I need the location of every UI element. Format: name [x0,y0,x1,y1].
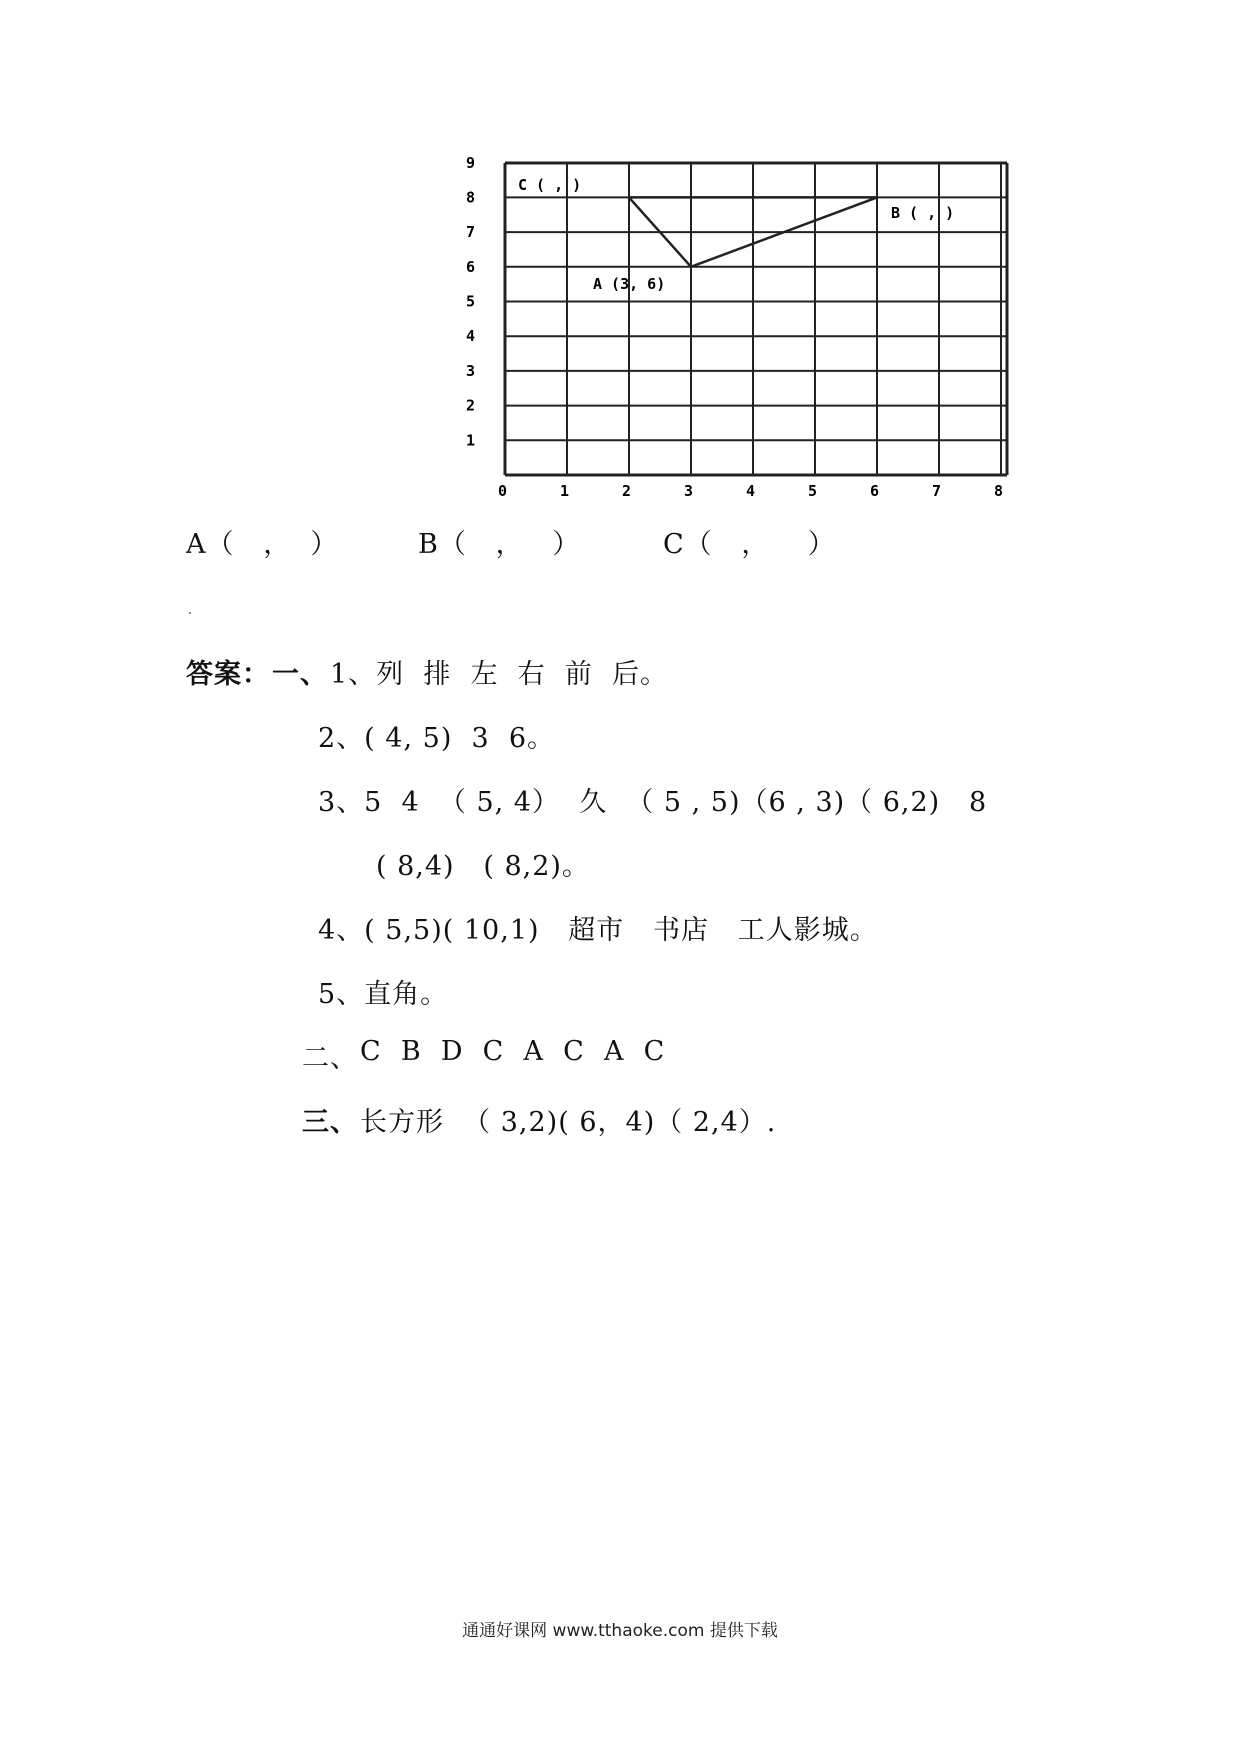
x-tick-label: 8 [994,482,1004,500]
point-a-label: A (3, 6) [593,275,666,293]
answer-section-3: 长方形 （ 3,2)( 6，4)（ 2,4）. [360,1107,777,1138]
section-2-label: 二、 [302,1043,358,1074]
x-tick-label: 7 [932,482,942,500]
answer-q3-line2: ( 8,4) ( 8,2)。 [376,851,590,882]
point-b-label: B ( , ) [891,204,955,222]
answers-title: 答案： [186,659,270,690]
section-3-label: 三、 [302,1107,358,1138]
y-tick-label: 5 [466,292,476,311]
y-axis-ticks [466,154,475,449]
y-tick-label: 9 [466,154,476,172]
x-tick-label: 6 [870,482,880,500]
answer-q1: 1、列 排 左 右 前 后。 [330,659,669,690]
y-tick-label: 6 [466,257,476,276]
x-tick-label: 4 [746,482,756,500]
answer-q5: 5、直角。 [318,979,449,1010]
y-tick-label: 1 [466,431,476,450]
question-point-c: C（ ， ） [663,529,836,560]
x-tick-label: 2 [622,482,632,500]
stray-dot [189,612,191,614]
answer-q2: 2、( 4, 5) 3 6。 [318,723,556,754]
y-tick-label: 2 [466,396,476,415]
section-1-label: 一、 [272,659,328,690]
x-tick-label: 5 [808,482,818,500]
answer-q3-line1: 3、5 4 （ 5, 4） 久 （ 5 , 5)（6 , 3)（ 6,2) 8 [318,787,988,818]
y-tick-label: 8 [466,188,476,207]
y-tick-label: 4 [466,327,476,346]
coordinate-grid-figure [0,0,1240,520]
x-tick-label: 0 [498,482,508,500]
answer-section-2: C B D C A C A C [360,1036,666,1067]
point-c-label: C ( , ) [518,176,582,194]
x-axis-ticks [498,482,1003,500]
footer-credit: 通通好课网 www.tthaoke.com 提供下载 [462,1621,778,1641]
question-point-b: B（ ， ） [418,529,581,560]
answer-q4: 4、( 5,5)( 10,1) 超市 书店 工人影城。 [318,915,878,946]
x-tick-label: 1 [560,482,570,500]
y-tick-label: 7 [466,223,476,242]
y-tick-label: 3 [466,361,476,380]
question-point-a: A（ ， ） [186,529,339,560]
x-tick-label: 3 [684,482,694,500]
